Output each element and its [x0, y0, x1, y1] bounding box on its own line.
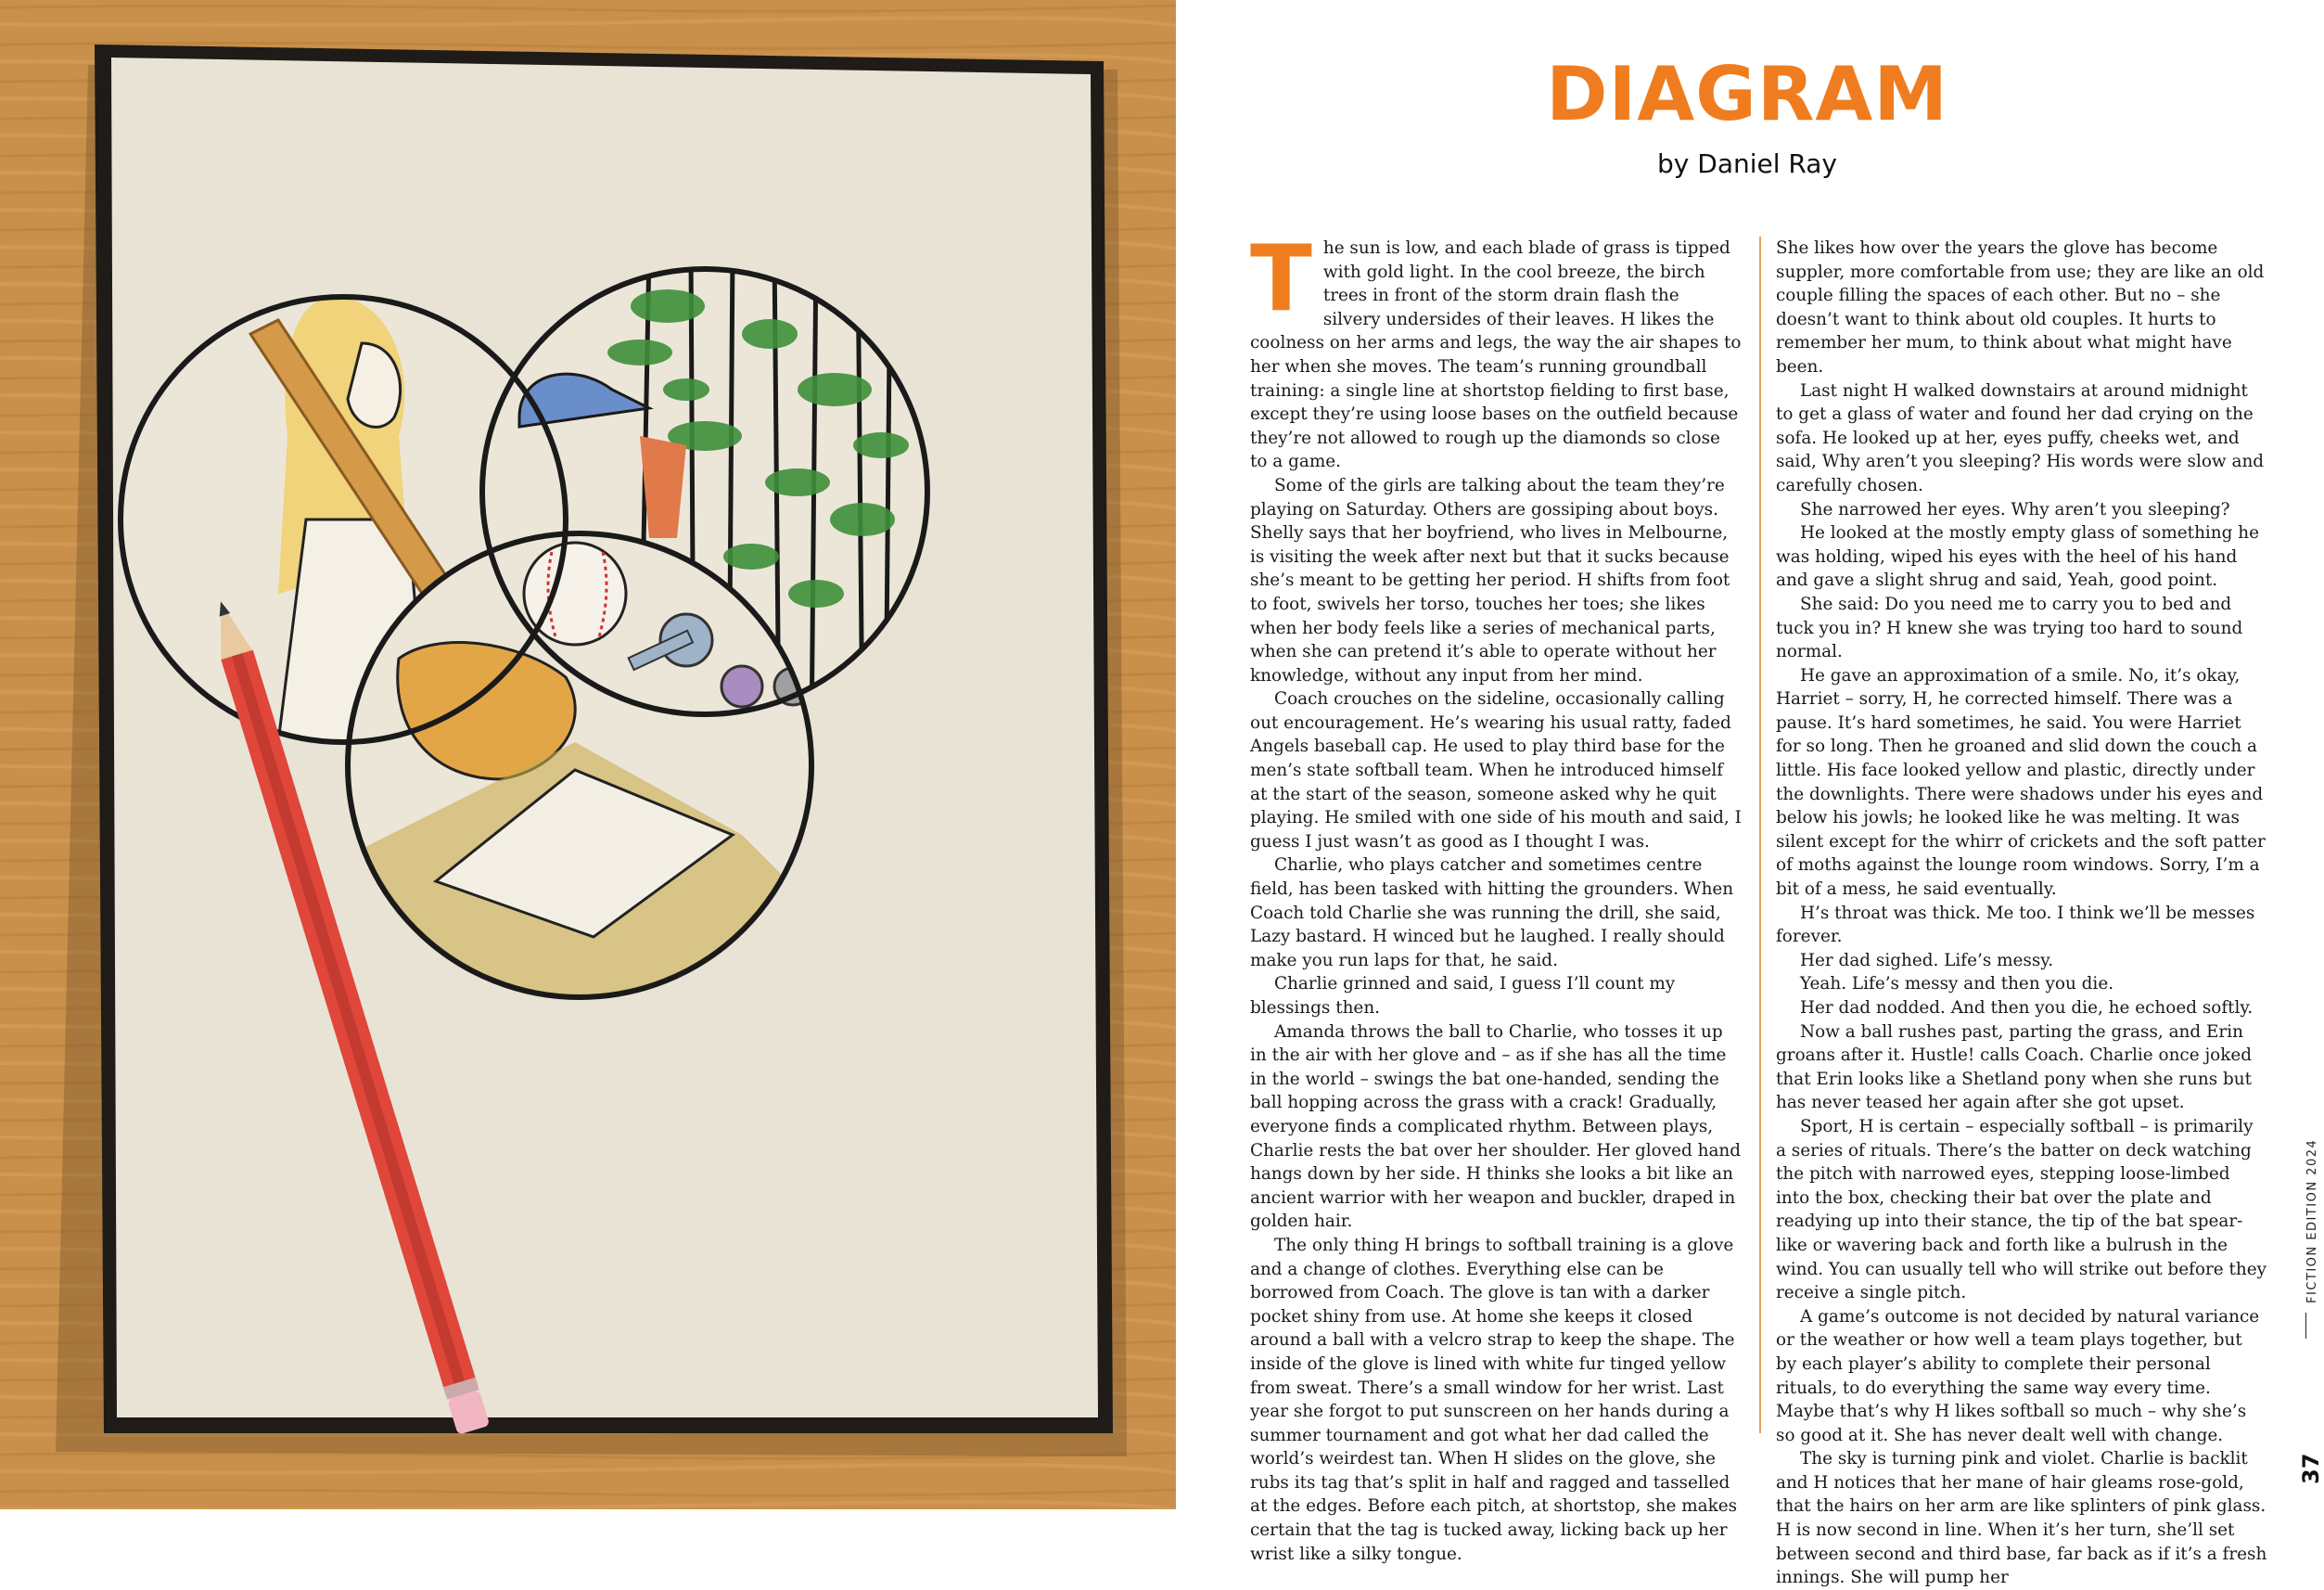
text-column-1	[1250, 226, 1742, 1564]
illustration	[0, 0, 1176, 1509]
paragraph: Yeah. Life’s messy and then you die.	[1800, 974, 2114, 994]
text-column-2	[1776, 237, 2267, 1588]
paragraph: Charlie, who plays catcher and sometimes centre field, has been tasked with hitting the grounders. When Coach told Charlie she was running the drill, she said, Lazy bastard. H winced but he laughed. I really should make you run laps for that, he said.	[1250, 855, 1734, 970]
byline: by Daniel Ray	[1657, 148, 1837, 179]
column-divider	[1759, 237, 1761, 1433]
paragraph: Coach crouches on the sideline, occasionally calling out encouragement. He’s wearing his usual ratty, faded Angels baseball cap. He used to play third base for the men’s state softball team. When he introduced himself at the start of the season, someone asked why he quit playing. He smiled with one side of his mouth and said, I guess I just wasn’t as good as I thought I was.	[1250, 689, 1742, 852]
paragraph: Her dad sighed. Life’s messy.	[1800, 950, 2054, 970]
paragraph: A game’s outcome is not decided by natural variance or the weather or how well a team plays together, but by each player’s ability to complete their personal rituals, to do everything the same way every time. Maybe that’s why H likes softball so much – why she’s so good at it. She has never dealt well with change.	[1776, 1306, 2260, 1445]
page-number: 37	[2298, 1453, 2324, 1484]
paragraph: She likes how over the years the glove has become suppler, more comfortable from use; they are like an old couple filling the spaces of each other. But no – she doesn’t want to think about old couples. It hurts to remember her mum, to think about what might have been.	[1776, 238, 2265, 377]
paragraph: He gave an approximation of a smile. No, it’s okay, Harriet – sorry, H, he corrected himself. There was a pause. It’s hard sometimes, he said. You were Harriet for so long. Then he groaned and slid down the couch a little. His face looked yellow and plastic, directly under the downlights. There were shadows under his eyes and below his jowls; he looked like he was melting. It was silent except for the whirr of crickets and the soft patter of moths against the lounge room windows. Sorry, I’m a bit of a mess, he said eventually.	[1776, 665, 2266, 900]
paragraph: Amanda throws the ball to Charlie, who tosses it up in the air with her glove and – as if she has all the time in the world – swings the bat one-handed, sending the ball hopping across the grass with a crack! Gradually, everyone finds a complicated rhythm. Between plays, Charlie rests the bat over her shoulder. Her gloved hand hangs down by her side. H thinks she looks a bit like an ancient warrior with her weapon and buckler, draped in golden hair.	[1250, 1021, 1742, 1232]
paragraph: Last night H walked downstairs at around midnight to get a glass of water and found her dad crying on the sofa. He looked up at her, eyes puffy, cheeks wet, and said, Why aren’t you sleeping? His words were slow and carefully chosen.	[1776, 380, 2265, 495]
article-title: DIAGRAM	[1546, 51, 1948, 137]
article-page	[1176, 0, 2324, 1588]
paragraph: Her dad nodded. And then you die, he echoed softly.	[1800, 998, 2254, 1018]
paragraph: Now a ball rushes past, parting the grass, and Erin groans after it. Hustle! calls Coach. Charlie once joked that Erin looks like a Shetland pony when she runs but has never teased her again after she got upset.	[1776, 1021, 2253, 1113]
paragraph: Some of the girls are talking about the team they’re playing on Saturday. Others are gossiping about boys. Shelly says that her boyfriend, who lives in Melbourne, is visiting the week after next but that it sucks because she’s meant to be getting her period. H shifts from foot to foot, swivels her torso, touches her toes; she likes when her body feels like a series of mechanical parts, when she can pretend it’s able to operate without her knowledge, without any input from her mind.	[1250, 475, 1730, 686]
paragraph: The sky is turning pink and violet. Charlie is backlit and H notices that her mane of hair gleams rose-gold, that the hairs on her arm are like splinters of pink glass. H is now second in line. When it’s her turn, she’ll set between second and third base, far back as if it’s a fresh innings. She will pump her	[1776, 1449, 2267, 1588]
paragraph: She said: Do you need me to carry you to bed and tuck you in? H knew she was trying too hard to sound normal.	[1776, 594, 2243, 662]
drop-cap: T	[1250, 226, 1312, 332]
footer-divider	[2305, 1313, 2306, 1339]
paragraph: Charlie grinned and said, I guess I’ll count my blessings then.	[1250, 974, 1676, 1018]
paragraph: H’s throat was thick. Me too. I think we’ll be messes forever.	[1776, 903, 2255, 947]
edition-label: FICTION EDITION 2024	[2305, 1138, 2319, 1303]
paragraph: The only thing H brings to softball training is a glove and a change of clothes. Everything else can be borrowed from Coach. The glove is tan with a darker pocket shiny from use. At home she keeps it closed around a ball with a velcro strap to keep the shape. The inside of the glove is lined with white fur tinged yellow from sweat. There’s a small window for her wrist. Last year she forgot to put sunscreen on her hands during a summer tournament and got what her dad called the world’s weirdest tan. When H slides on the glove, she rubs its tag that’s split in half and ragged and tasselled at the edges. Before each pitch, at shortstop, she makes certain that the tag is tucked away, licking back up her wrist like a silky tongue.	[1250, 1235, 1738, 1564]
paragraph: Sport, H is certain – especially softball – is primarily a series of rituals. There’s the batter on deck watching the pitch with narrowed eyes, stepping loose-limbed into the box, checking their bat over the plate and readying up into their stance, the tip of the bat spear-like or wavering back and forth like a bulrush in the wind. You can usually tell who will strike out before they receive a single pitch.	[1776, 1116, 2267, 1303]
paragraph: He looked at the mostly empty glass of something he was holding, wiped his eyes with the heel of his hand and gave a slight shrug and said, Yeah, good point.	[1776, 523, 2259, 591]
paragraph: The sun is low, and each blade of grass is tipped with gold light. In the cool breeze, the birch trees in front of the storm drain flash the silvery undersides of their leaves. H likes the coolness on her arms and legs, the way the air shapes to her when she moves. The team’s running groundball training: a single line at shortstop fielding to first base, except they’re using loose bases on the outfield because they’re not allowed to rough up the diamonds so close to a game.	[1250, 226, 1742, 472]
paragraph: She narrowed her eyes. Why aren’t you sleeping?	[1800, 499, 2230, 519]
